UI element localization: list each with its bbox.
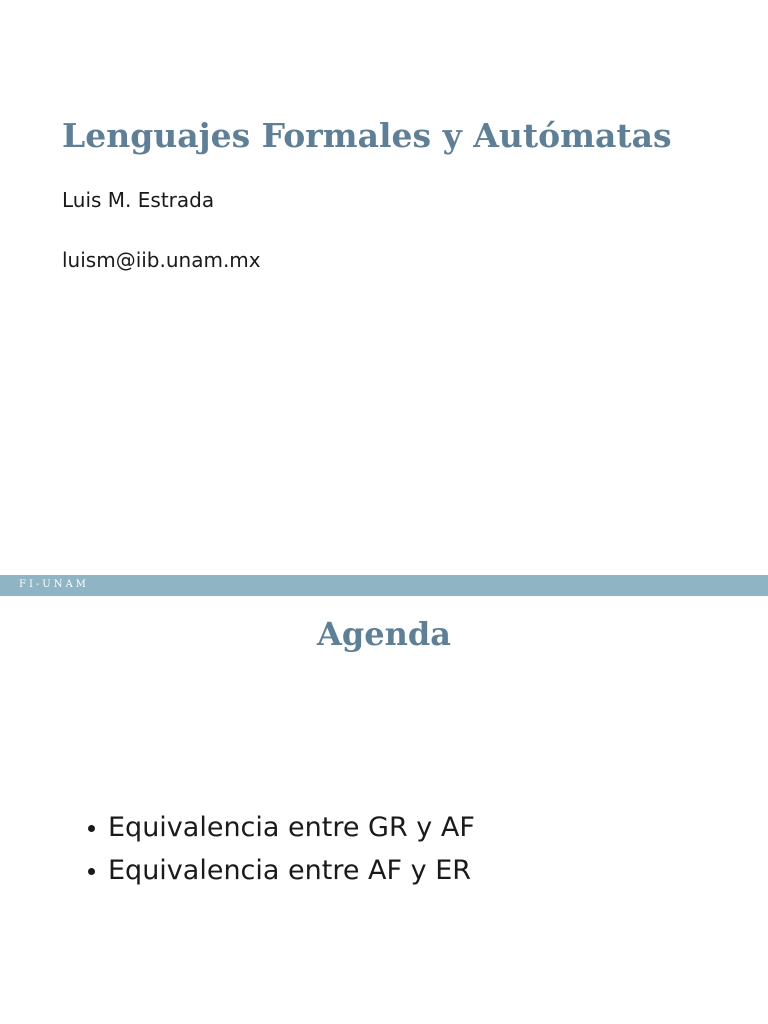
presentation-title: Lenguajes Formales y Autómatas xyxy=(62,116,672,155)
agenda-item xyxy=(84,806,475,849)
bullet-icon xyxy=(88,825,95,832)
agenda-item-label: Equivalencia entre GR y AF xyxy=(108,812,475,843)
agenda-item-label: Equivalencia entre AF y ER xyxy=(108,855,472,886)
agenda-list xyxy=(84,806,475,892)
agenda-slide xyxy=(0,596,768,1024)
agenda-item xyxy=(84,849,475,892)
author-name: Luis M. Estrada xyxy=(62,188,215,212)
footer-bar xyxy=(0,575,768,596)
bullet-icon xyxy=(88,868,95,875)
footer-label: FI-UNAM xyxy=(19,579,89,590)
agenda-title: Agenda xyxy=(317,615,451,653)
author-email: luism@iib.unam.mx xyxy=(62,248,261,272)
